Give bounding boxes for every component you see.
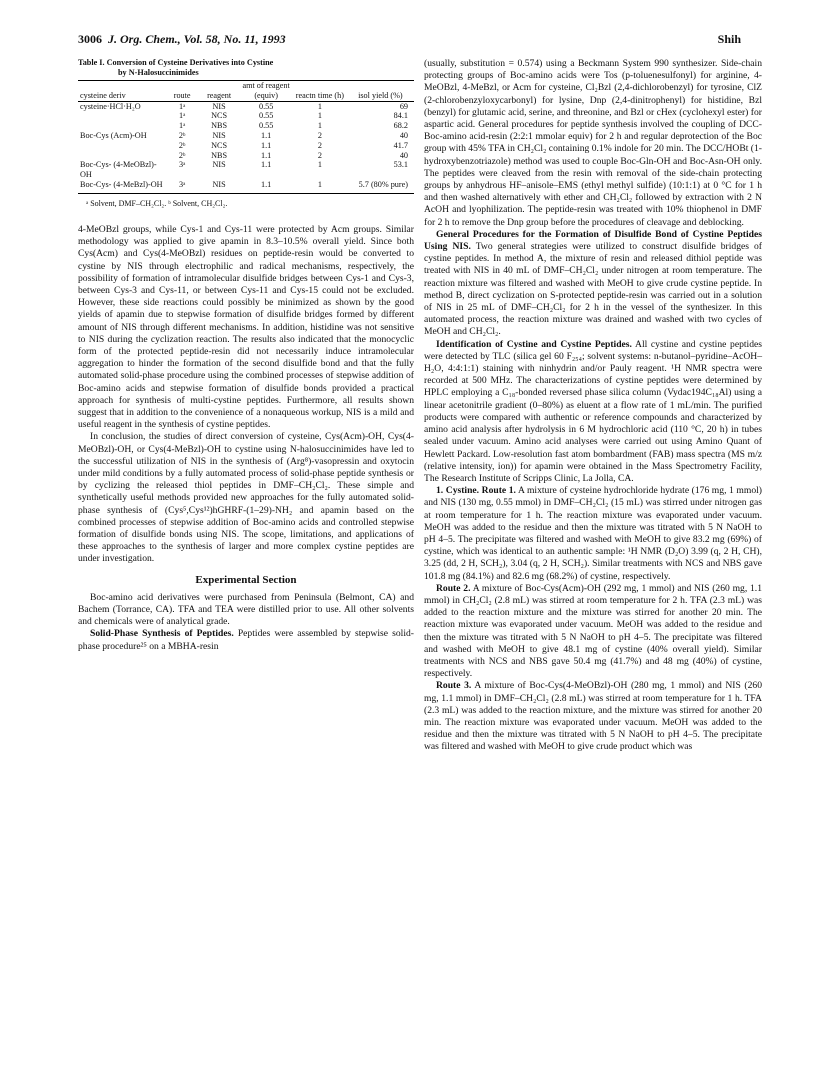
body-paragraph <box>424 339 762 485</box>
table-row <box>78 101 414 111</box>
paragraph-text: A mixture of cysteine hydrochloride hydrate (176 mg, 1 mmol) and NIS (130 mg, 0.55 mmol) in DMF–CH₂Cl₂ (15 mL) was stirred under nitrogen gas at room temperature for 1 h. The reaction mixture was evaporated under vacuum. MeOH was added to the residue and then the mixture was titrated with 5 N NaOH to pH 4–5. The precipitate was filtered and washed with MeOH to give 83.2 mg (69%) of cystine, which was identical to an authentic sample: ¹H NMR (D₂O) 3.99 (q, 2 H, CH), 3.25 (dd, 2 H, SCH₂), 3.04 (q, 2 H, SCH₂). Similar treatments with NCS and NBS gave 101.8 mg (84.1%) and 82.6 mg (68.2%) of cystine, respectively. <box>424 485 762 582</box>
body-paragraph: 4-MeOBzl groups, while Cys-1 and Cys-11 were protected by Acm groups. Similar methodology was applied to give apamin in 8.3–10.5% overall yield. Since both Cys(Acm) and Cys(4-MeOBzl) residues on peptide-resin would be converted to cystine by NIS through electrophilic and radical mechanisms, respectively, the possibility of formation of intramolecular disulfide bridges between Cys-1 and Cys-3, between Cys-3 and Cys-11, or between Cys-11 and Cys-15 could not be excluded. However, these side reactions could possibly be minimized as shown by the good yields of apamin due to stepwise formation of disulfide bridges formed by different amount of NIS through different mechanisms. In addition, histidine was not sensitive to NIS during the cyclization reaction. The results also indicated that the monocyclic form of the protected peptide-resin did not necessarily induce intramolecular aggregation to hinder the formation of the second disulfide bond and that the fully automated solid-phase procedure using the combined processes of stepwise addition of Boc-amino acids and stepwise formation of disulfide bonds provided a practical approach for synthesis of multi-cystine peptides. Furthermore, all results shown suggest that in addition to the convenience of a nonaqueous workup, NIS is a mild and useful reagent in the synthesis of cystine peptides. <box>78 223 414 431</box>
table-row <box>78 111 414 121</box>
section-heading: Experimental Section <box>195 573 297 586</box>
table-cell-time: 2 <box>317 150 322 160</box>
table-cell-time: 1 <box>317 101 322 111</box>
table-cell-reagent: NIS <box>199 180 239 193</box>
col-header-amt: amt of reagent (equiv) <box>239 81 293 102</box>
running-header <box>78 32 741 50</box>
body-paragraph: Boc-amino acid derivatives were purchased from Peninsula (Belmont, CA) and Bachem (Torrance, CA). TFA and TEA were distilled prior to use. All other solvents and chemicals were of analytical grade. <box>78 591 414 628</box>
paragraph-text: Two general strategies were utilized to construct disulfide bridges of cystine peptides. In method A, the mixture of resin and released dithiol peptide was treated with NIS in 40 mL of DMF–CH₂Cl₂ under nitrogen at room temperature. The reaction mixture was filtered and washed with MeOH to give crude cystine peptide. In method B, direct cyclization on S-protected peptide-resin was carried out in a solution of NIS in 25 mL of DMF–CH₂Cl₂ for 2 h in the vessel of the synthesizer. In this automated process, the reaction mixture was drained and washed with two cycles of MeOH and CH₂Cl₂. <box>424 241 762 338</box>
body-paragraph <box>424 680 762 753</box>
table-cell-amt: 1.1 <box>261 160 272 170</box>
col-header-reagent: reagent <box>199 81 239 102</box>
table-cell-reagent: NCS <box>211 140 228 150</box>
table-cell-time: 1 <box>317 160 322 170</box>
table-footnote: ᵃ Solvent, DMF–CH₂Cl₂. ᵇ Solvent, CH₂Cl₂. <box>86 198 228 208</box>
table-caption <box>78 58 414 78</box>
table-cell-deriv: Boc-Cys- (4-MeOBzl)-OH <box>80 160 157 180</box>
body-paragraph: (usually, substitution = 0.574) using a Beckmann System 990 synthesizer. Side-chain protecting groups of Boc-amino acids were Tos (p-toluenesulfonyl) for arginine, 4-MeOBzl, 4-MeBzl, or Acm for cysteine, Cl₂Bzl (2,4-dichlorobenzyl) for tyrosine, ClZ (2-chlorobenzyloxycarbonyl) for lysine, Dnp (2,4-dinitrophenyl) for histidine, Bzl (benzyl) for glutamic acid, serine, and threonine, and Bzl or cHex (cyclohexyl ester) for aspartic acid. General procedures for peptide synthesis involved the coupling of DCC-Boc-amino acid-resin (2:2:1 mmolar equiv) for 2 h and regular deprotection of the Boc group with 45% TFA in CH₂Cl₂ containing 0.1% indole for 20 min. The DCC/HOBt (1-hydroxybenzotriazole) method was used to couple Boc-Gln-OH and Boc-Asn-OH only. The peptides were cleaved from the resin with removal of the side-chain protecting groups by anhydrous HF–anisole–EMS (ethyl methyl sulfide) (10:1:1) at 0 °C for 1 h and then washed alternatively with ether and CH₂Cl₂ followed by extraction with 2 N AcOH and lyophilization. The peptide-resin was treated with 10% thiophenol in DMF for 2 h to remove the Dnp group before the procedures of cleavage and deblocking. <box>424 58 762 228</box>
table-cell-amt: 1.1 <box>261 130 272 140</box>
table-cell-yield: 40 <box>399 130 408 140</box>
table-cell-time: 2 <box>317 130 322 140</box>
table-cell-reagent: NBS <box>211 150 228 160</box>
table-cell-deriv <box>78 141 165 151</box>
table-cell-deriv <box>78 151 165 161</box>
table-cell-reagent: NIS <box>212 101 226 111</box>
body-paragraph: In conclusion, the studies of direct conversion of cysteine, Cys(Acm)-OH, Cys(4-MeOBzl)-OH, or Cys(4-MeBzl)-OH to cystine using N-halosuccinimides have led to the successful utilization of NIS in the synthesis of (Arg⁸)-vasopressin and oxytocin under mild conditions by a fully automated process of solid-phase peptide synthesis or by cyclizing the released thiol peptides in DMF–CH₂Cl₂. These simple and synthetically useful methods provided new approaches for the fully automated solid-phase synthesis of (Cys⁵,Cys¹²)hGHRF-(1–29)-NH₂ and apamin based on the combined processes of stepwise addition of Boc-amino acids and controlled stepwise formation of disulfide bonds using NIS. The scope, limitations, and applications of these approaches to the synthesis of larger and more complex cystine peptides are under investigation. <box>78 431 414 565</box>
table-cell-route: 2ᵇ <box>178 150 186 160</box>
table-cell-yield: 68.2 <box>393 121 408 131</box>
table-cell-deriv: Boc-Cys- (4-MeBzl)-OH <box>78 180 165 193</box>
run-in-heading: 1. Cystine. Route 1. <box>436 485 516 497</box>
table-label: Table I. <box>78 58 105 67</box>
table-cell-reagent: NIS <box>212 160 226 170</box>
table-title: Conversion of Cysteine Derivatives into Cystine <box>106 58 274 67</box>
table-row <box>78 131 414 141</box>
col-header-deriv: cysteine deriv <box>78 81 165 102</box>
table-cell-yield: 40 <box>399 150 408 160</box>
table-row <box>78 160 414 180</box>
data-table <box>78 80 414 194</box>
table-cell-yield: 5.7 (80% pure) <box>347 180 414 193</box>
table-row <box>78 180 414 193</box>
journal-citation: J. Org. Chem., Vol. 58, No. 11, 1993 <box>108 32 286 46</box>
body-paragraph <box>424 229 762 339</box>
run-in-heading: Identification of Cystine and Cystine Peptides. <box>436 338 632 350</box>
table-cell-time: 1 <box>293 180 347 193</box>
table-row <box>78 121 414 131</box>
table-cell-route: 1ᵃ <box>178 121 186 131</box>
col-header-route: route <box>165 81 199 102</box>
table-cell-yield: 69 <box>399 101 408 111</box>
table-cell-amt: 1.1 <box>261 140 272 150</box>
header-left <box>78 32 286 47</box>
table-cell-yield: 53.1 <box>393 160 408 170</box>
run-in-heading: Route 3. <box>436 680 472 692</box>
table-cell-amt: 1.1 <box>261 150 272 160</box>
table-row <box>78 141 414 151</box>
body-paragraph <box>424 485 762 583</box>
table-cell-deriv: cysteine·HCl·H₂O <box>80 101 141 111</box>
table-cell-route: 3ᵃ <box>178 160 186 170</box>
table-cell-route: 2ᵇ <box>178 130 186 140</box>
table-cell-route: 1ᵃ <box>178 111 186 121</box>
table-row <box>78 151 414 161</box>
table-cell-reagent: NCS <box>211 111 228 121</box>
paragraph-text: All cystine and cystine peptides were detected by TLC (silica gel 60 F₂₅₄; solvent systems: n-butanol–pyridine–AcOH–H₂O, 4:4:1:1) staining with ninhydrin and/or Pauly reagent. ¹H NMR spectra were recorded at 500 MHz. The characterizations of cystine peptides were determined by HPLC employing a C₁₈-bonded reversed phase silica column (Vydac194C₁₈Al) using a linear acetonitrile gradient (0–80%) as eluent at a flow rate of 1 mL/min. The purified products were compared with authentic or reference compounds and characterized by amino acid analysis after hydrolysis in 6 M hydrochloric acid (110 °C, 20 h) in tubes sealed under vacuum. Amino acid analyses were carried out using Amino Quant of Hewlett Packard. Low-resolution fast atom bombardment (FAB) mass spectra (MS m/z (relative intensity, ion)) for apamin were obtained in the Mass Spectrometry Facility, The Research Institute of Scripps Clinic, La Jolla, CA. <box>424 338 762 484</box>
col-header-time: reactn time (h) <box>293 81 347 102</box>
left-column <box>78 58 414 653</box>
table-cell-reagent: NIS <box>212 130 226 140</box>
body-paragraph <box>424 583 762 681</box>
paragraph-text: A mixture of Boc-Cys(Acm)-OH (292 mg, 1 mmol) and NIS (260 mg, 1.1 mmol) in CH₂Cl₂ (2.8 mL) was stirred at room temperature for 2 h. TFA (2.3 mL) was added to the reaction mixture and the mixture was stirred for another 20 min. The reaction mixture was evaporated under vacuum. MeOH was added to the residue and then the mixture was titrated with 5 N NaOH to pH 4–5. The precipitate was filtered and washed with MeOH to give 48.1 mg of cystine (40% overall yield). Similar treatments with NCS and NBS gave 50.4 mg (41.7%) and 48 mg (40%) of cystine, respectively. <box>424 582 763 680</box>
body-paragraph <box>78 628 414 652</box>
table-cell-yield: 84.1 <box>393 111 408 121</box>
run-in-heading: Solid-Phase Synthesis of Peptides. <box>90 628 234 640</box>
table-cell-time: 2 <box>317 140 322 150</box>
table-cell-route: 2ᵇ <box>178 140 186 150</box>
table-cell-deriv: Boc-Cys (Acm)-OH <box>80 130 147 140</box>
table-cell-reagent: NBS <box>211 121 228 131</box>
right-column <box>424 58 762 754</box>
run-in-heading: Route 2. <box>436 582 471 594</box>
table-cell-deriv <box>78 111 165 121</box>
table-cell-amt: 1.1 <box>239 180 293 193</box>
col-header-yield: isol yield (%) <box>347 81 414 102</box>
table-cell-time: 1 <box>317 111 322 121</box>
table-cell-amt: 0.55 <box>258 101 274 111</box>
table-cell-deriv <box>78 121 165 131</box>
run-in-heading: General Procedures for the Formation of Disulfide Bond of Cystine Peptides Using NIS. <box>424 228 762 253</box>
table-cell-yield: 41.7 <box>393 140 408 150</box>
page-number: 3006 <box>78 32 102 46</box>
paragraph-text: A mixture of Boc-Cys(4-MeOBzl)-OH (280 mg, 1 mmol) and NIS (260 mg, 1.1 mmol) in DMF–CH₂Cl₂ (2.8 mL) was stirred at room temperature for 1 h. TFA (2.3 mL) was added to the reaction mixture, and the mixture was stirred for another 20 min. The reaction mixture was evaporated under vacuum. MeOH was added to the residue and then the mixture was titrated with 5 N NaOH to pH 4–5. The precipitate was filtered and washed with MeOH to give crude product which was <box>424 680 762 753</box>
table-body <box>78 101 414 193</box>
table-cell-amt: 0.55 <box>258 121 274 131</box>
table-cell-route: 3ᵃ <box>165 180 199 193</box>
table-cell-amt: 0.55 <box>258 111 274 121</box>
paragraph-text: Peptides were assembled by stepwise solid-phase procedure²⁵ on a MBHA-resin <box>78 628 414 652</box>
table-cell-time: 1 <box>317 121 322 131</box>
table-title-line2: by N-Halosuccinimides <box>118 68 199 77</box>
author-name: Shih <box>717 32 741 46</box>
table-cell-route: 1ᵃ <box>178 101 186 111</box>
